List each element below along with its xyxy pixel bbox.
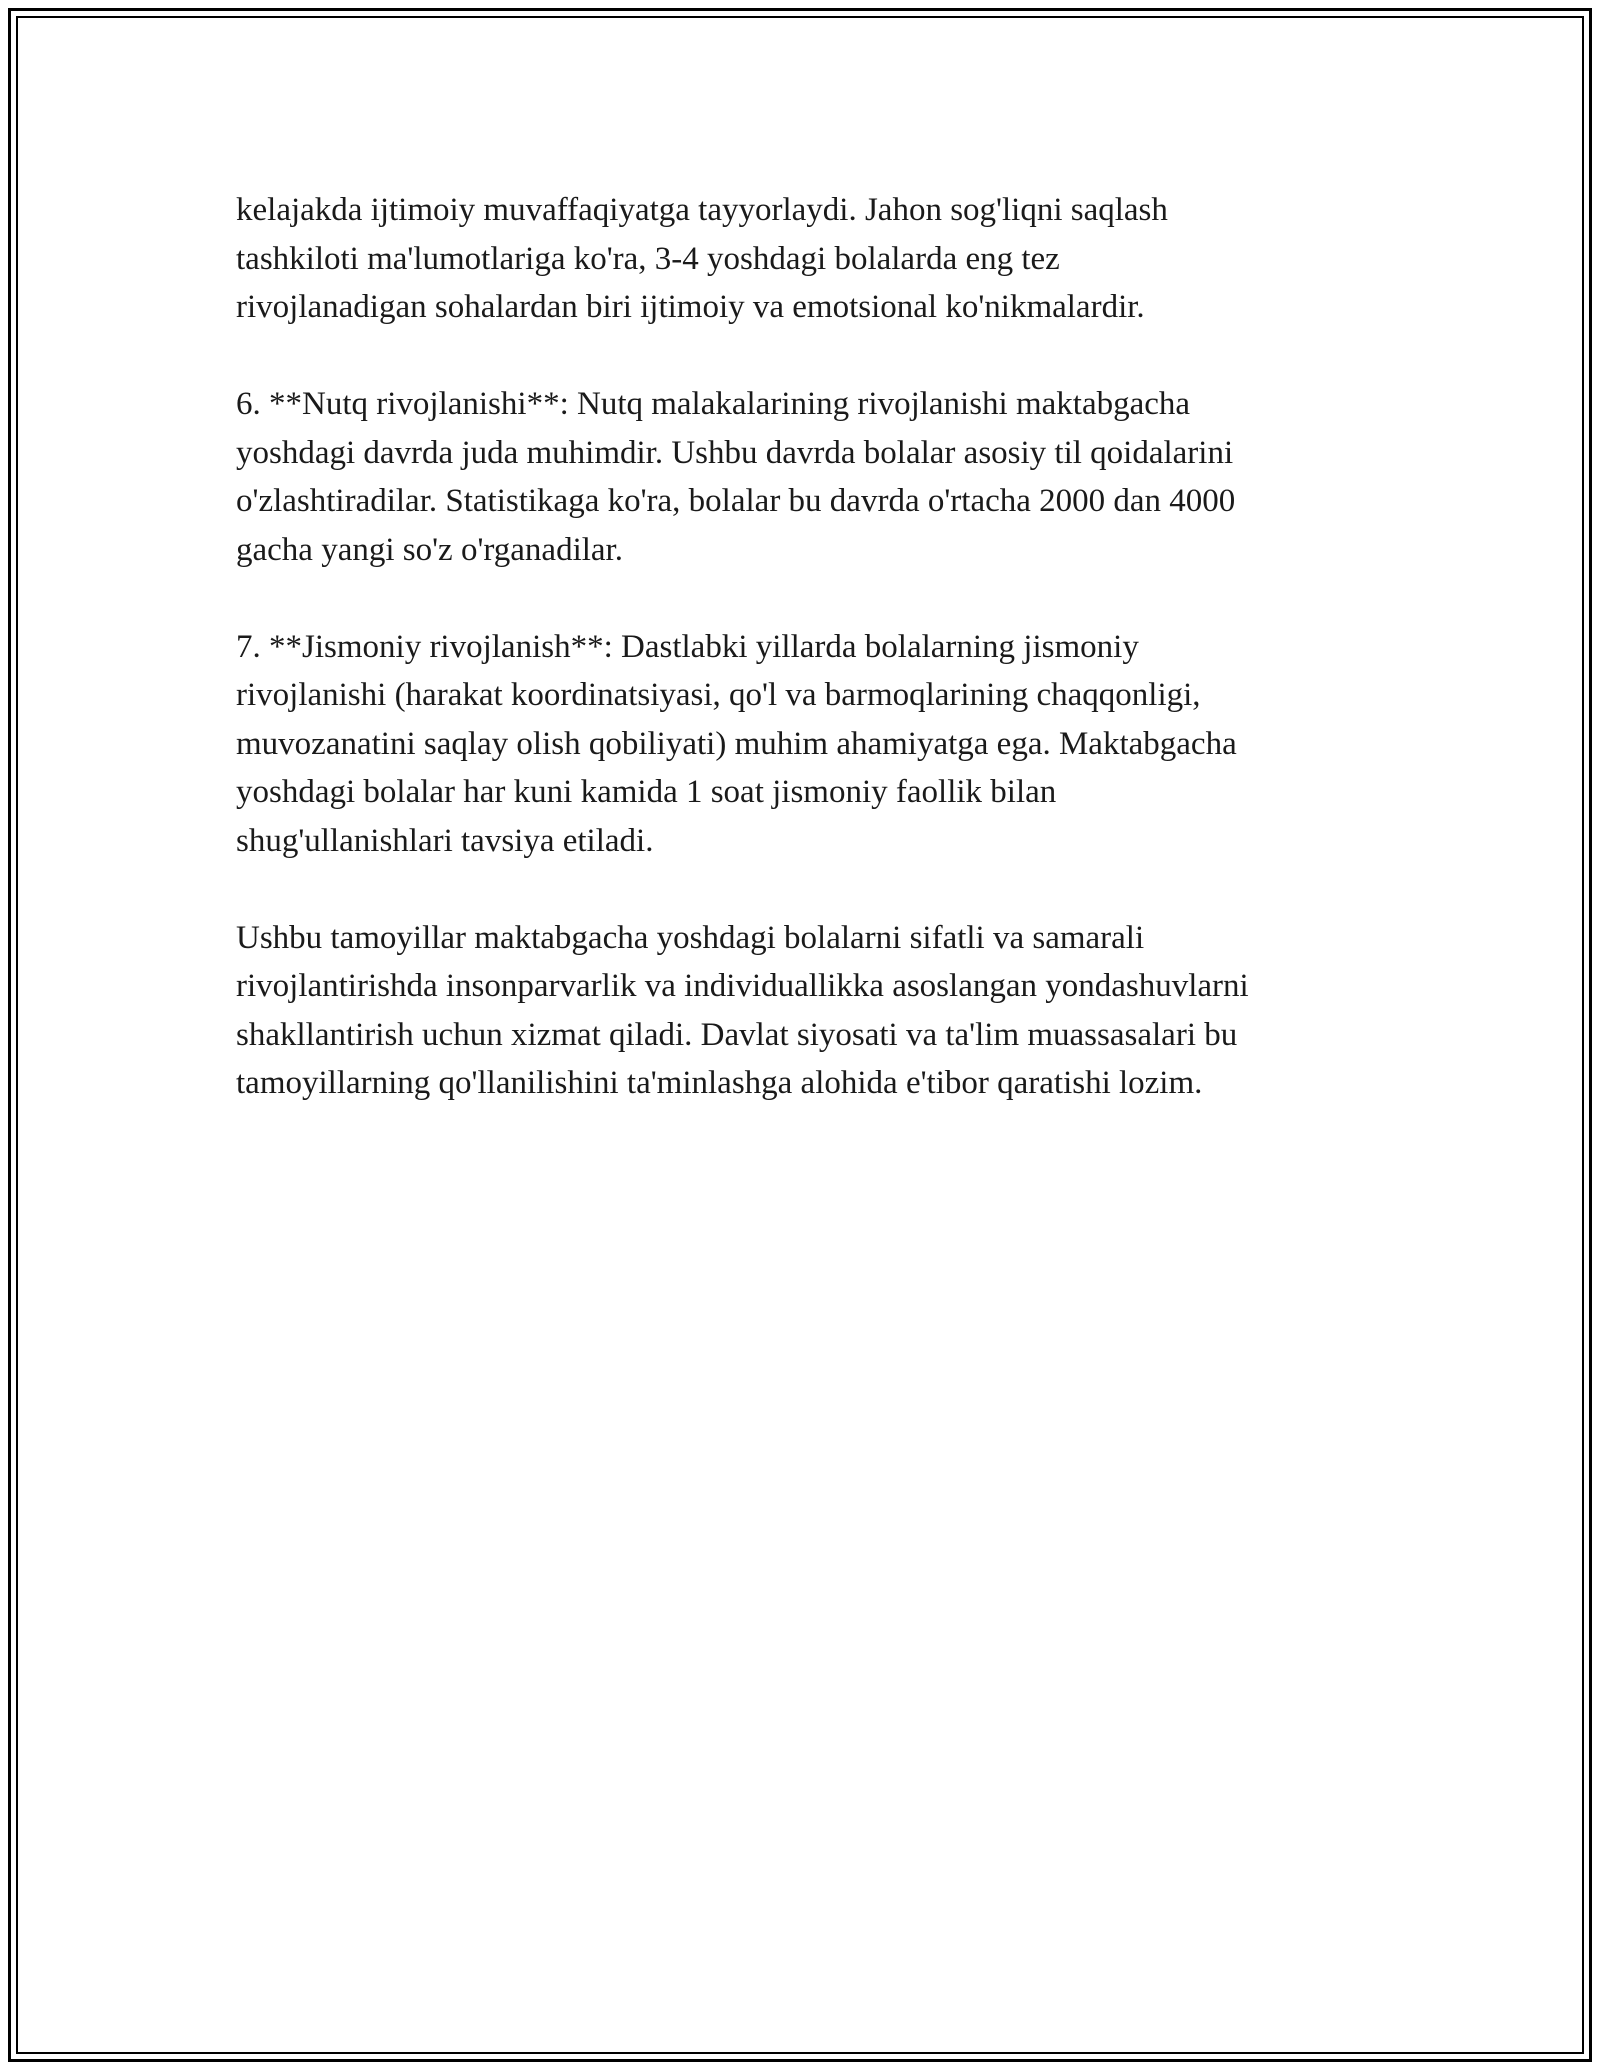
paragraph-speech-development: 6. **Nutq rivojlanishi**: Nutq malakalarining rivojlanishi maktabgacha yoshdagi davrda juda muhimdir. Ushbu davrda bolalar asosiy til qoidalarini o'zlashtiradilar. Statistikaga ko'ra, bolalar bu davrda o'rtacha 2000 dan 4000 gacha yangi so'z o'rganadilar. bbox=[236, 386, 1236, 568]
paragraph-social-skills: kelajakda ijtimoiy muvaffaqiyatga tayyorlaydi. Jahon sog'liqni saqlash tashkiloti ma'lumotlariga ko'ra, 3-4 yoshdagi bolalarda eng tez rivojlanadigan sohalardan biri ijtimoiy va emotsional ko'nikmalardir. bbox=[236, 192, 1168, 325]
paragraph-conclusion: Ushbu tamoyillar maktabgacha yoshdagi bolalarni sifatli va samarali rivojlantirishda insonparvarlik va individuallikka asoslangan yondashuvlarni shakllantirish uchun xizmat qiladi. Davlat siyosati va ta'lim muassasalari bu tamoyillarning qo'llanilishini ta'minlashga alohida e'tibor qaratishi lozim. bbox=[236, 919, 1249, 1101]
document-body bbox=[236, 186, 1396, 1156]
paragraph-physical-development: 7. **Jismoniy rivojlanish**: Dastlabki yillarda bolalarning jismoniy rivojlanishi (harakat koordinatsiyasi, qo'l va barmoqlarining chaqqonligi, muvozanatini saqlay olish qobiliyati) muhim ahamiyatga ega. Maktabgacha yoshdagi bolalar har kuni kamida 1 soat jismoniy faollik bilan shug'ullanishlari tavsiya etiladi. bbox=[236, 628, 1237, 859]
